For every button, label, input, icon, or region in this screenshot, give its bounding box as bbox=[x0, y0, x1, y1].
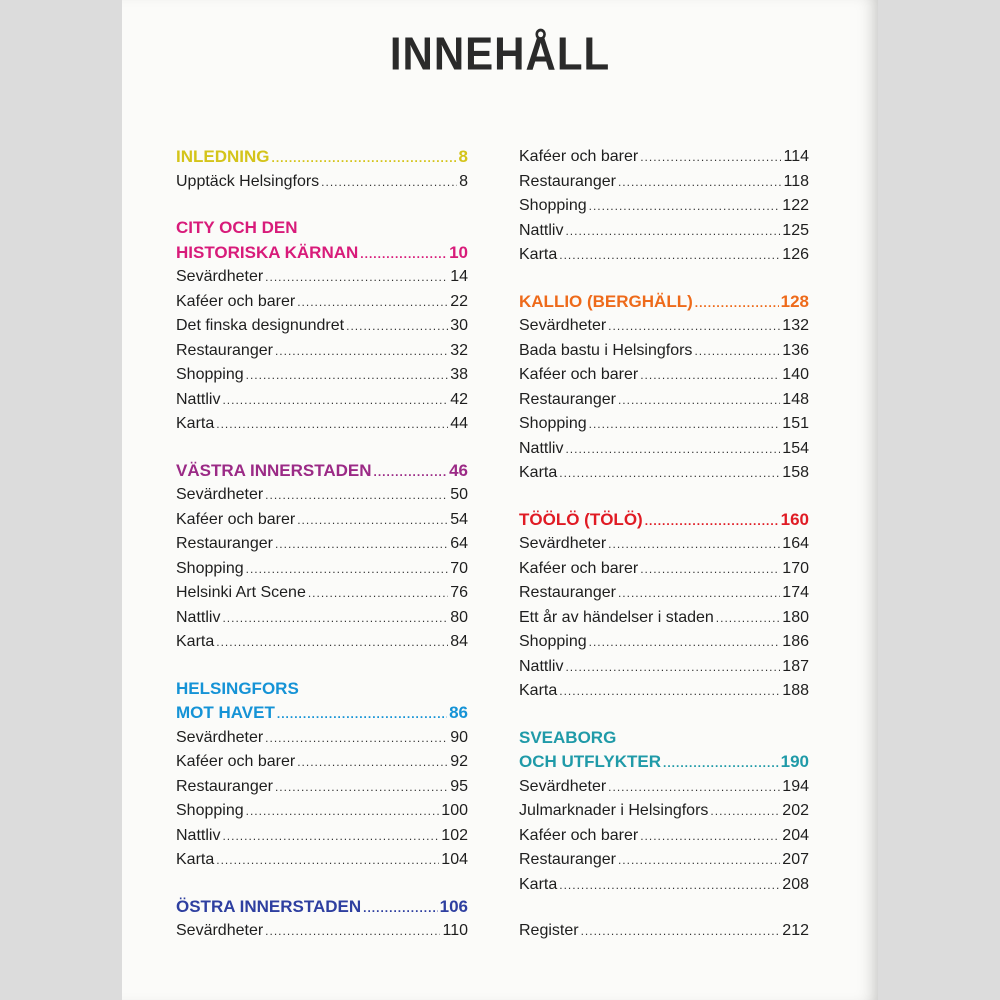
entry-label: Kaféer och barer bbox=[519, 826, 639, 844]
leader-dots bbox=[710, 799, 780, 824]
toc-entry-row[interactable] bbox=[176, 170, 468, 195]
page-number: 204 bbox=[782, 826, 809, 844]
toc-entry-row[interactable] bbox=[519, 919, 809, 944]
leader-dots bbox=[618, 581, 780, 606]
toc-entry-row[interactable] bbox=[176, 339, 468, 364]
entry-label: Sevärdheter bbox=[176, 486, 264, 503]
leader-dots bbox=[265, 919, 440, 944]
entry-label: Helsinki Art Scene bbox=[176, 584, 306, 601]
leader-dots bbox=[618, 170, 782, 195]
leader-dots bbox=[275, 339, 448, 364]
page-number: 126 bbox=[782, 246, 809, 263]
toc-entry-row[interactable] bbox=[176, 363, 468, 388]
entry-label: Restauranger bbox=[176, 341, 273, 359]
toc-entry-row[interactable] bbox=[519, 412, 809, 437]
page-number: 8 bbox=[459, 172, 468, 190]
page-number: 46 bbox=[449, 460, 468, 480]
book-page bbox=[122, 0, 878, 1000]
entry-label: Shopping bbox=[176, 559, 244, 577]
page-number: 160 bbox=[780, 509, 809, 529]
page-number: 140 bbox=[782, 366, 809, 383]
page-number: 70 bbox=[450, 559, 468, 577]
entry-label: Shopping bbox=[519, 633, 587, 650]
section-heading: HISTORISKA KÄRNAN bbox=[176, 242, 359, 262]
leader-dots bbox=[589, 630, 781, 655]
toc-entry-row[interactable] bbox=[519, 219, 809, 244]
page-number: 151 bbox=[782, 415, 809, 432]
leader-dots bbox=[246, 799, 440, 824]
leader-dots bbox=[321, 170, 457, 195]
leader-dots bbox=[374, 460, 448, 485]
toc-entry-row[interactable] bbox=[176, 630, 468, 655]
leader-dots bbox=[618, 848, 780, 873]
entry-label: Shopping bbox=[176, 802, 244, 819]
leader-dots bbox=[297, 290, 448, 315]
page-number: 42 bbox=[450, 390, 468, 408]
entry-label: Nattliv bbox=[519, 221, 564, 239]
page-number: 136 bbox=[782, 341, 809, 359]
page-number: 208 bbox=[782, 875, 809, 893]
toc-entry-row[interactable] bbox=[176, 581, 468, 606]
toc-section-city bbox=[176, 216, 468, 437]
section-heading: MOT HAVET bbox=[176, 703, 275, 722]
section-heading-line: HELSINGFORS bbox=[176, 678, 299, 698]
toc-entry-row[interactable] bbox=[176, 508, 468, 533]
toc-heading-row[interactable] bbox=[176, 459, 468, 484]
leader-dots bbox=[608, 775, 780, 800]
entry-label: Restauranger bbox=[519, 584, 616, 601]
toc-left-column bbox=[176, 145, 468, 966]
page-number: 186 bbox=[782, 633, 809, 650]
entry-label: Julmarknader i Helsingfors bbox=[519, 802, 709, 819]
leader-dots bbox=[297, 508, 448, 533]
toc-entry-row[interactable] bbox=[519, 314, 809, 339]
page-number: 174 bbox=[782, 584, 809, 601]
section-heading: ÖSTRA INNERSTADEN bbox=[176, 896, 362, 916]
toc-heading-row[interactable] bbox=[176, 895, 468, 920]
leader-dots bbox=[272, 146, 457, 171]
toc-right-column bbox=[519, 145, 809, 966]
leader-dots bbox=[277, 702, 447, 727]
entry-label: Kaféer och barer bbox=[519, 559, 639, 577]
leader-dots bbox=[222, 824, 439, 849]
entry-label: Sevärdheter bbox=[176, 268, 264, 285]
page-number: 207 bbox=[782, 851, 809, 868]
toc-entry-row[interactable] bbox=[519, 194, 809, 219]
leader-dots bbox=[640, 824, 780, 849]
toc-heading-row[interactable] bbox=[519, 750, 809, 775]
entry-label: Kaféer och barer bbox=[176, 753, 296, 770]
page-number: 32 bbox=[450, 341, 468, 359]
leader-dots bbox=[265, 265, 448, 290]
entry-label: Karta bbox=[519, 464, 558, 481]
entry-label: Sevärdheter bbox=[176, 922, 264, 939]
section-heading: TÖÖLÖ (TÖLÖ) bbox=[519, 509, 643, 529]
entry-label: Kaféer och barer bbox=[519, 148, 639, 165]
entry-label: Nattliv bbox=[176, 826, 221, 844]
page-number: 154 bbox=[782, 439, 809, 457]
entry-label: Sevärdheter bbox=[176, 728, 264, 746]
page-number: 194 bbox=[782, 777, 809, 795]
leader-dots bbox=[559, 873, 780, 898]
toc-entry-row[interactable] bbox=[519, 655, 809, 680]
leader-dots bbox=[308, 581, 448, 606]
page-number: 102 bbox=[441, 826, 468, 844]
entry-label: Bada bastu i Helsingfors bbox=[519, 341, 693, 359]
leader-dots bbox=[694, 339, 780, 364]
entry-label: Karta bbox=[176, 415, 215, 432]
leader-dots bbox=[695, 291, 779, 316]
page-number: 44 bbox=[450, 415, 468, 432]
entry-label: Restauranger bbox=[519, 851, 616, 868]
toc-entry-row[interactable] bbox=[176, 919, 468, 944]
toc-entry-row[interactable] bbox=[176, 483, 468, 508]
entry-label: Restauranger bbox=[176, 535, 273, 552]
page-number: 106 bbox=[439, 896, 468, 916]
page-number: 188 bbox=[782, 682, 809, 699]
toc-entry-row[interactable] bbox=[519, 630, 809, 655]
page-number: 90 bbox=[450, 728, 468, 746]
entry-label: Kaféer och barer bbox=[176, 510, 296, 528]
entry-label: Register bbox=[519, 922, 579, 939]
toc-entry-row[interactable] bbox=[519, 581, 809, 606]
entry-label: Shopping bbox=[519, 415, 587, 432]
toc-section-kallio bbox=[519, 290, 809, 486]
leader-dots bbox=[581, 919, 781, 944]
leader-dots bbox=[275, 775, 448, 800]
entry-label: Sevärdheter bbox=[519, 777, 607, 795]
leader-dots bbox=[363, 896, 438, 921]
leader-dots bbox=[608, 532, 780, 557]
page-number: 80 bbox=[450, 608, 468, 626]
section-heading: OCH UTFLYKTER bbox=[519, 752, 661, 771]
section-heading-line: SVEABORG bbox=[519, 727, 617, 747]
toc-heading-row[interactable] bbox=[519, 508, 809, 533]
toc-entry-row[interactable] bbox=[519, 606, 809, 631]
page-number: 54 bbox=[450, 510, 468, 528]
leader-dots bbox=[360, 242, 447, 267]
toc-entry-row[interactable] bbox=[176, 314, 468, 339]
page-number: 118 bbox=[783, 172, 809, 190]
entry-label: Nattliv bbox=[519, 439, 564, 457]
toc-section-register bbox=[519, 919, 809, 944]
leader-dots bbox=[565, 437, 780, 462]
toc-entry-row[interactable] bbox=[519, 824, 809, 849]
entry-label: Nattliv bbox=[519, 657, 564, 675]
leader-dots bbox=[559, 243, 780, 268]
toc-entry-row[interactable] bbox=[176, 265, 468, 290]
leader-dots bbox=[608, 314, 780, 339]
toc-section-sveaborg bbox=[519, 726, 809, 898]
toc-entry-row[interactable] bbox=[176, 848, 468, 873]
toc-section-toolo bbox=[519, 508, 809, 704]
toc-entry-row[interactable] bbox=[519, 145, 809, 170]
toc-section-inledning bbox=[176, 145, 468, 194]
toc-entry-row[interactable] bbox=[176, 557, 468, 582]
leader-dots bbox=[222, 606, 448, 631]
entry-label: Shopping bbox=[519, 197, 587, 214]
entry-label: Det finska designundret bbox=[176, 317, 345, 334]
page-number: 30 bbox=[450, 317, 468, 334]
leader-dots bbox=[640, 145, 781, 170]
entry-label: Sevärdheter bbox=[519, 317, 607, 334]
page-number: 158 bbox=[782, 464, 809, 481]
section-heading: KALLIO (BERGHÄLL) bbox=[519, 291, 693, 311]
toc-section-ostra_cont bbox=[519, 145, 809, 268]
toc-entry-row[interactable] bbox=[176, 290, 468, 315]
leader-dots bbox=[265, 726, 448, 751]
section-heading: VÄSTRA INNERSTADEN bbox=[176, 460, 372, 480]
page-number: 212 bbox=[782, 922, 809, 939]
entry-label: Restauranger bbox=[176, 777, 273, 795]
leader-dots bbox=[297, 750, 448, 775]
page-number: 84 bbox=[450, 633, 468, 650]
page-number: 202 bbox=[782, 802, 809, 819]
section-heading: INLEDNING bbox=[176, 147, 270, 166]
page-number: 86 bbox=[449, 703, 468, 722]
page-number: 22 bbox=[450, 292, 468, 310]
toc-entry-row[interactable] bbox=[519, 437, 809, 462]
leader-dots bbox=[565, 219, 780, 244]
entry-label: Karta bbox=[176, 851, 215, 868]
page-number: 38 bbox=[450, 366, 468, 383]
toc-entry-row[interactable] bbox=[519, 363, 809, 388]
toc-entry-row[interactable] bbox=[176, 775, 468, 800]
toc-heading-row[interactable] bbox=[176, 241, 468, 266]
page-title: INNEHÅLL bbox=[389, 27, 611, 80]
toc-entry-row[interactable] bbox=[519, 775, 809, 800]
page-number: 187 bbox=[782, 657, 809, 675]
toc-entry-row[interactable] bbox=[519, 170, 809, 195]
toc-entry-row[interactable] bbox=[519, 339, 809, 364]
entry-label: Karta bbox=[519, 246, 558, 263]
toc-entry-row[interactable] bbox=[519, 243, 809, 268]
toc-entry-row[interactable] bbox=[519, 799, 809, 824]
leader-dots bbox=[222, 388, 448, 413]
toc-entry-row[interactable] bbox=[176, 799, 468, 824]
entry-label: Nattliv bbox=[176, 390, 221, 408]
toc-section-vastra bbox=[176, 459, 468, 655]
toc-entry-row[interactable] bbox=[176, 750, 468, 775]
leader-dots bbox=[246, 363, 449, 388]
entry-label: Kaféer och barer bbox=[519, 366, 639, 383]
leader-dots bbox=[246, 557, 449, 582]
leader-dots bbox=[640, 363, 780, 388]
page-number: 122 bbox=[782, 197, 809, 214]
page-number: 190 bbox=[780, 752, 809, 771]
page-number: 50 bbox=[450, 486, 468, 503]
entry-label: Restauranger bbox=[519, 390, 616, 408]
section-heading-line: CITY OCH DEN bbox=[176, 218, 298, 237]
leader-dots bbox=[589, 194, 781, 219]
leader-dots bbox=[216, 412, 448, 437]
toc-heading-row[interactable] bbox=[519, 290, 809, 315]
leader-dots bbox=[559, 679, 780, 704]
entry-label: Karta bbox=[519, 682, 558, 699]
toc-entry-row[interactable] bbox=[176, 412, 468, 437]
leader-dots bbox=[618, 388, 780, 413]
toc-entry-row[interactable] bbox=[176, 726, 468, 751]
leader-dots bbox=[216, 848, 439, 873]
toc-entry-row[interactable] bbox=[519, 557, 809, 582]
page-number: 180 bbox=[782, 608, 809, 626]
entry-label: Upptäck Helsingfors bbox=[176, 172, 320, 190]
leader-dots bbox=[589, 412, 781, 437]
page-number: 14 bbox=[450, 268, 468, 285]
entry-label: Nattliv bbox=[176, 608, 221, 626]
toc-entry-row[interactable] bbox=[176, 824, 468, 849]
toc-entry-row[interactable] bbox=[176, 388, 468, 413]
page-number: 125 bbox=[782, 221, 809, 239]
toc-entry-row[interactable] bbox=[519, 848, 809, 873]
entry-label: Karta bbox=[176, 633, 215, 650]
toc-entry-row[interactable] bbox=[519, 873, 809, 898]
page-number: 104 bbox=[441, 851, 468, 868]
toc-entry-row[interactable] bbox=[519, 532, 809, 557]
leader-dots bbox=[645, 509, 779, 534]
page-number: 95 bbox=[450, 777, 468, 795]
page-number: 114 bbox=[783, 148, 809, 165]
entry-label: Shopping bbox=[176, 366, 244, 383]
leader-dots bbox=[663, 751, 779, 776]
toc-entry-row[interactable] bbox=[519, 461, 809, 486]
page-number: 164 bbox=[782, 535, 809, 552]
page-number: 64 bbox=[450, 535, 468, 552]
leader-dots bbox=[216, 630, 448, 655]
page-number: 110 bbox=[442, 922, 468, 939]
page-number: 76 bbox=[450, 584, 468, 601]
entry-label: Karta bbox=[519, 875, 558, 893]
leader-dots bbox=[559, 461, 780, 486]
page-number: 132 bbox=[782, 317, 809, 334]
page-number: 100 bbox=[441, 802, 468, 819]
toc-section-ostra bbox=[176, 895, 468, 944]
toc-entry-row[interactable] bbox=[176, 532, 468, 557]
toc-entry-row[interactable] bbox=[519, 388, 809, 413]
entry-label: Restauranger bbox=[519, 172, 616, 190]
leader-dots bbox=[265, 483, 448, 508]
leader-dots bbox=[346, 314, 448, 339]
entry-label: Kaféer och barer bbox=[176, 292, 296, 310]
leader-dots bbox=[716, 606, 781, 631]
toc-entry-row[interactable] bbox=[519, 679, 809, 704]
entry-label: Sevärdheter bbox=[519, 535, 607, 552]
leader-dots bbox=[640, 557, 780, 582]
page-number: 10 bbox=[449, 242, 468, 262]
page-number: 170 bbox=[782, 559, 809, 577]
leader-dots bbox=[565, 655, 780, 680]
toc-heading-row[interactable] bbox=[176, 145, 468, 170]
page-number: 92 bbox=[450, 753, 468, 770]
toc-section-helsingfors bbox=[176, 677, 468, 873]
page-number: 128 bbox=[780, 291, 809, 311]
entry-label: Ett år av händelser i staden bbox=[519, 608, 714, 626]
toc-heading-row[interactable] bbox=[176, 701, 468, 726]
page-number: 148 bbox=[782, 390, 809, 408]
toc-entry-row[interactable] bbox=[176, 606, 468, 631]
leader-dots bbox=[275, 532, 448, 557]
page-number: 8 bbox=[458, 147, 468, 166]
